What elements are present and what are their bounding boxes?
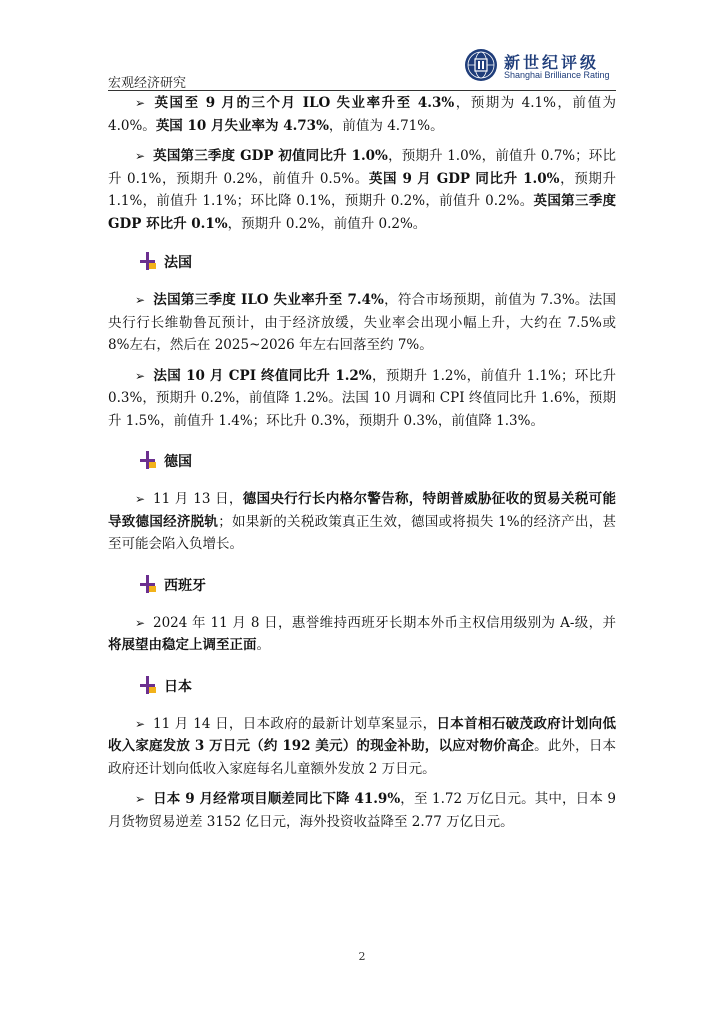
body-text: 11 月 14 日，日本政府的最新计划草案显示， [153,715,437,732]
spain-paragraph [108,612,616,657]
section-heading-japan [108,673,616,699]
bold-text: 将展望由稳定上调至正面 [108,637,257,653]
body-text: ，预期升 1.2%，前值升 1.1%；环比升 0.3%，预期升 0.2%，前值降 1.2%。法国 10 月调和 CPI 终值同比升 1.6%，预期升 1.5%，前值升 1.4%；环比升 0.3%，预期升 0.3%，前值降 1.3%。 [108,367,616,429]
bold-text: 英国 9 月 GDP 同比升 1.0% [368,170,560,187]
bold-text: 法国第三季度 ILO 失业率升至 7.4% [153,292,384,308]
bold-text: 英国第三季度 GDP 环比升 0.1% [108,193,617,232]
body-text: 2024 年 11 月 8 日，惠誉维持西班牙长期本外币主权信用级别为 A-级，并 [153,614,616,631]
germany-paragraph [108,488,616,556]
bold-text: 英国第三季度 GDP 初值同比升 1.0% [153,148,388,164]
arrow-bullet-icon: ➢ [135,149,146,163]
section-marker-icon [138,574,158,596]
body-text: ，至 1.72 万亿日元。其中，日本 9 月货物贸易逆差 3152 亿日元，海外投资收益降至 2.77 万亿日元。 [108,791,616,830]
japan-current-account-paragraph [108,788,616,833]
bold-text: 日本首相石破茂政府计划向低收入家庭发放 3 万日元（约 192 美元）的现金补助，以应对物价高企 [108,715,617,754]
bold-text: 日本 9 月经常项目顺差同比下降 41.9% [153,791,401,807]
logo-chinese-name: 新世纪评级 [504,53,600,72]
body-text: 。 [256,637,270,653]
body-text: 11 月 13 日， [153,491,243,507]
section-title: 法国 [164,255,192,271]
logo-english-name: Shanghai Brilliance Rating [504,70,610,80]
section-heading-france [108,249,616,275]
body-text: 。此外，日本政府还计划向低收入家庭每名儿童额外发放 2 万日元。 [108,738,617,777]
section-marker-icon [138,450,158,472]
body-text: ，前值为 4.71%。 [328,117,444,134]
body-text: ，预期升 0.2%，前值升 0.2%。 [227,215,427,232]
uk-gdp-paragraph [108,145,616,235]
arrow-bullet-icon: ➢ [135,792,146,806]
report-body [108,92,616,833]
page-header [108,44,616,92]
section-marker-icon [138,251,158,273]
arrow-bullet-icon: ➢ [135,293,146,307]
bold-text: 英国 10 月失业率为 4.73% [155,117,329,134]
bold-text: 英国至 9 月的三个月 ILO 失业率升至 4.3% [153,95,455,111]
body-text: ，预期为 4.1%，前值为 4.0%。 [108,95,616,134]
body-text: ，预期升 1.0%，前值升 0.7%；环比升 0.1%，预期升 0.2%，前值升 0.5%。 [108,148,616,187]
page-number: 2 [358,950,366,963]
arrow-bullet-icon: ➢ [135,492,146,506]
arrow-bullet-icon: ➢ [135,716,146,731]
france-unemployment-paragraph [108,289,616,357]
globe-logo-icon [464,48,498,82]
arrow-bullet-icon: ➢ [135,96,146,110]
header-title: 宏观经济研究 [108,76,187,91]
section-title: 西班牙 [164,577,206,594]
company-logo [464,48,614,84]
section-heading-spain [108,572,616,598]
japan-subsidy-paragraph [108,713,616,781]
bold-text: 法国 10 月 CPI 终值同比升 1.2% [153,367,372,384]
arrow-bullet-icon: ➢ [135,368,146,383]
section-title: 日本 [164,678,192,695]
bold-text: 德国央行行长内格尔警告称，特朗普威胁征收的贸易关税可能导致德国经济脱轨 [108,491,616,530]
france-cpi-paragraph [108,365,616,433]
header-divider [108,90,616,91]
body-text: ，预期升 1.1%，前值升 1.1%；环比降 0.1%，预期升 0.2%，前值升 0.2%。 [108,170,617,209]
body-text: ；如果新的关税政策真正生效，德国或将损失 1%的经济产出，甚至可能会陷入负增长。 [108,513,617,552]
body-text: ，符合市场预期，前值为 7.3%。法国央行行长维勒鲁瓦预计，由于经济放缓，失业率会出现小幅上升，大约在 7.5%或 8%左右，然后在 2025~2026 年左右回落至约 7%。 [108,292,617,353]
uk-unemployment-paragraph [108,92,616,137]
arrow-bullet-icon: ➢ [135,615,146,630]
section-marker-icon [138,675,158,697]
section-heading-germany [108,448,616,474]
section-title: 德国 [164,454,192,470]
